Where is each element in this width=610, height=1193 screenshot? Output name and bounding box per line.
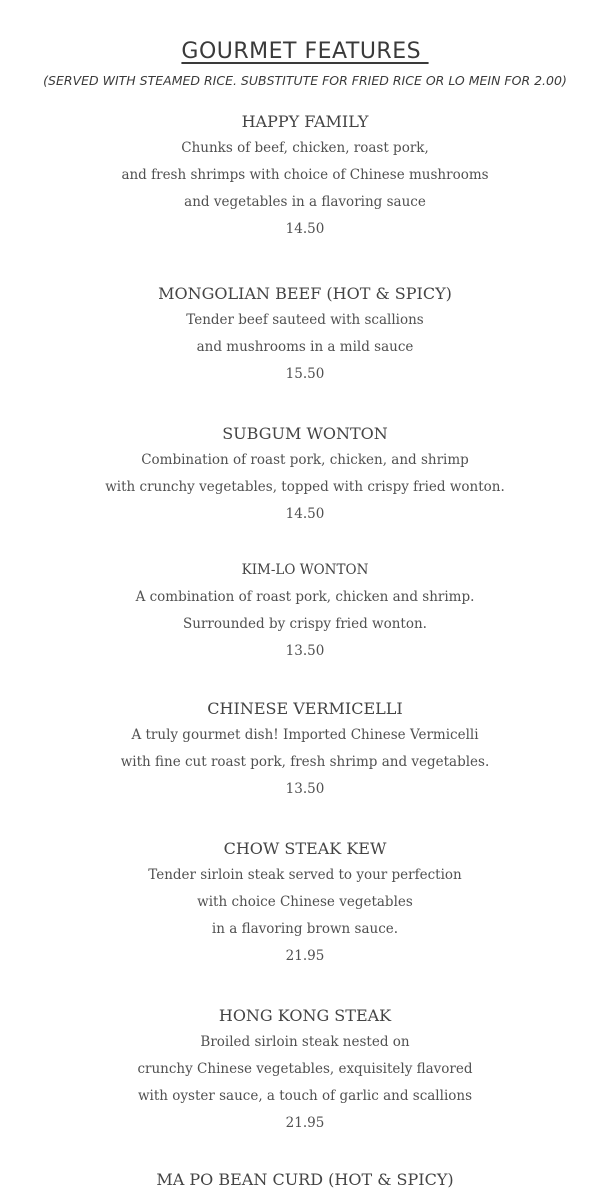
item-name: KIM-LO WONTON xyxy=(241,562,369,578)
item-description-line: Chunks of beef, chicken, roast pork, xyxy=(181,140,429,156)
menu-item-chinese-vermicelli xyxy=(0,695,610,803)
item-description-line: and fresh shrimps with choice of Chinese mushrooms xyxy=(121,167,489,183)
item-description-line: A truly gourmet dish! Imported Chinese Vermicelli xyxy=(131,727,479,743)
item-description-line: with oyster sauce, a touch of garlic and scallions xyxy=(137,1088,473,1104)
menu-item-mongolian-beef xyxy=(0,280,610,388)
item-price: 14.50 xyxy=(285,221,325,237)
item-price: 13.50 xyxy=(285,781,325,797)
item-name: SUBGUM WONTON xyxy=(222,424,388,443)
item-name: HAPPY FAMILY xyxy=(241,112,369,131)
item-description-line: Tender beef sauteed with scallions xyxy=(186,312,424,328)
menu-item-kim-lo-wonton xyxy=(0,557,610,665)
item-description-line: with fine cut roast pork, fresh shrimp and vegetables. xyxy=(120,754,490,770)
item-name: CHINESE VERMICELLI xyxy=(207,699,403,718)
item-name: MONGOLIAN BEEF (HOT & SPICY) xyxy=(158,284,452,303)
item-description-line: with choice Chinese vegetables xyxy=(197,894,413,910)
item-description-line: Surrounded by crispy fried wonton. xyxy=(183,616,427,632)
item-name: CHOW STEAK KEW xyxy=(223,839,387,858)
page-title-text: GOURMET FEATURES xyxy=(181,39,429,64)
item-name: MA PO BEAN CURD (HOT & SPICY) xyxy=(156,1170,454,1189)
item-description-line: and mushrooms in a mild sauce xyxy=(196,339,414,355)
menu-item-ma-po-bean-curd xyxy=(0,1166,610,1193)
menu-item-hong-kong-steak xyxy=(0,1002,610,1137)
item-price: 14.50 xyxy=(285,506,325,522)
item-description-line: with crunchy vegetables, topped with crispy fried wonton. xyxy=(105,479,505,495)
page-title xyxy=(0,36,610,68)
item-description-line: A combination of roast pork, chicken and shrimp. xyxy=(135,589,475,605)
item-description-line: Combination of roast pork, chicken, and shrimp xyxy=(141,452,469,468)
item-description-line: and vegetables in a flavoring sauce xyxy=(184,194,426,210)
item-price: 15.50 xyxy=(285,366,325,382)
menu-item-happy-family xyxy=(0,108,610,243)
page-subtitle: (SERVED WITH STEAMED RICE. SUBSTITUTE FOR FRIED RICE OR LO MEIN FOR 2.00) xyxy=(43,73,567,88)
item-description-line: Tender sirloin steak served to your perfection xyxy=(148,867,462,883)
item-name: HONG KONG STEAK xyxy=(218,1006,392,1025)
menu-item-chow-steak-kew xyxy=(0,835,610,970)
item-price: 21.95 xyxy=(285,948,325,964)
item-price: 21.95 xyxy=(285,1115,325,1131)
item-description-line: Broiled sirloin steak nested on xyxy=(200,1034,410,1050)
item-description-line: crunchy Chinese vegetables, exquisitely flavored xyxy=(137,1061,473,1077)
item-price: 13.50 xyxy=(285,643,325,659)
menu-item-subgum-wonton xyxy=(0,420,610,528)
item-description-line: in a flavoring brown sauce. xyxy=(211,921,399,937)
